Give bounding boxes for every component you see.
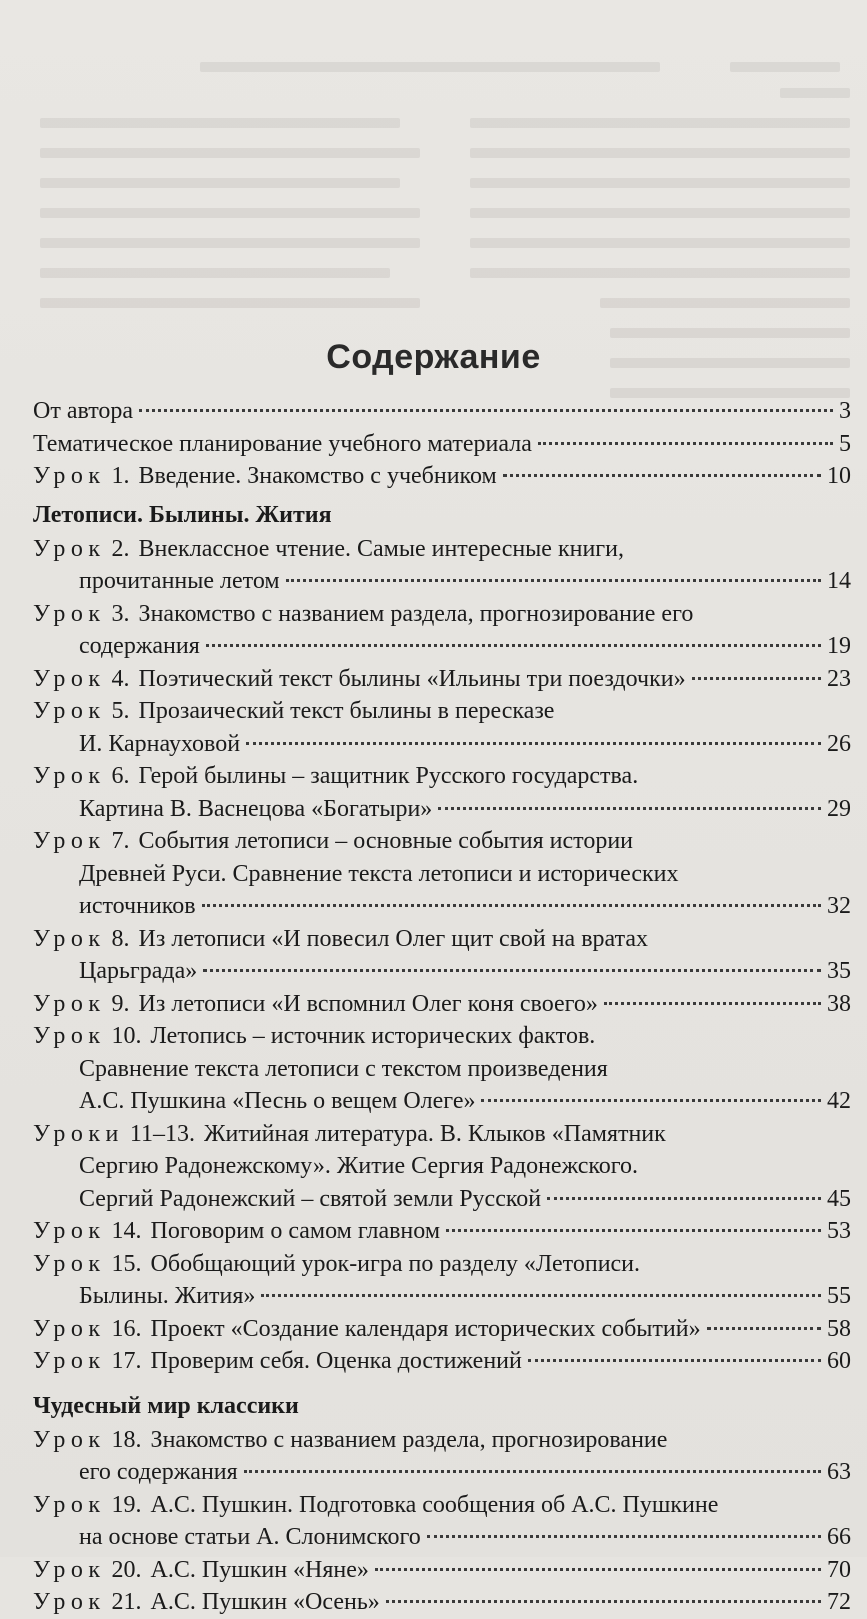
entry-title: Прозаический текст былины в пересказе — [138, 698, 555, 724]
lesson-label: Урок — [33, 1218, 106, 1244]
lesson-number: 15. — [111, 1250, 142, 1277]
page-number: 58 — [827, 1315, 851, 1342]
dot-leader — [692, 677, 821, 680]
toc-entry — [33, 825, 851, 858]
entry-title: Летопись – источник исторических фактов. — [150, 1023, 596, 1049]
dot-leader — [427, 1535, 821, 1538]
entry-title: Герой былины – защитник Русского государства. — [138, 763, 639, 789]
dot-leader — [707, 1327, 821, 1330]
toc-entry — [33, 1554, 851, 1587]
dot-leader — [538, 442, 833, 445]
toc-entry — [33, 695, 851, 728]
page-number: 70 — [827, 1556, 851, 1583]
toc-entry-continuation — [33, 565, 851, 598]
dot-leader — [528, 1359, 821, 1362]
dot-leader — [139, 409, 833, 412]
lesson-number: 4. — [111, 665, 130, 692]
entry-title: Тематическое планирование учебного материала — [33, 430, 532, 457]
dot-leader — [261, 1294, 821, 1297]
dot-leader — [246, 742, 821, 745]
dot-leader — [547, 1197, 821, 1200]
dot-leader — [446, 1229, 821, 1232]
toc-entry — [33, 1345, 851, 1378]
lesson-number: 6. — [111, 763, 130, 789]
entry-title: А.С. Пушкин «Осень» — [150, 1589, 380, 1615]
toc-entry-continuation — [33, 728, 851, 761]
lesson-label: Урок — [33, 1023, 106, 1049]
lesson-label: Урок — [33, 463, 106, 489]
page-number: 23 — [827, 665, 851, 692]
entry-title: на основе статьи А. Слонимского — [79, 1524, 421, 1550]
page-number: 35 — [827, 958, 851, 984]
lesson-number: 5. — [111, 698, 130, 724]
toc-entry — [33, 428, 851, 461]
section-heading: Чудесный мир классики — [33, 1392, 299, 1419]
toc-entry — [33, 1215, 851, 1248]
page-title: Содержание — [326, 338, 541, 376]
toc-entry — [33, 1489, 851, 1522]
lesson-label: Урок — [33, 828, 106, 854]
entry-title: прочитанные летом — [79, 568, 280, 594]
dot-leader — [438, 807, 821, 810]
entry-title: А.С. Пушкин. Подготовка сообщения об А.С. Пушкине — [150, 1491, 719, 1518]
entry-title: И. Карнауховой — [79, 730, 241, 757]
lesson-number: 1. — [111, 463, 130, 489]
entry-title: его содержания — [79, 1459, 238, 1485]
entry-title: Сергий Радонежский – святой земли Русской — [79, 1185, 542, 1212]
toc-entry — [33, 1424, 851, 1457]
entry-title: Внеклассное чтение. Самые интересные книги, — [138, 535, 624, 562]
toc-entry — [33, 1118, 851, 1151]
lesson-number: 17. — [111, 1348, 142, 1374]
toc-entry — [33, 598, 851, 631]
toc-entry-continuation — [33, 1085, 851, 1118]
lesson-number: 20. — [111, 1556, 142, 1583]
page-number: 3 — [839, 398, 851, 424]
dot-leader — [286, 579, 821, 582]
entry-title: Из летописи «И вспомнил Олег коня своего» — [138, 990, 598, 1017]
lesson-label: Урок — [33, 1250, 106, 1277]
lesson-label: Урок — [33, 665, 106, 692]
toc-entry — [33, 760, 851, 793]
lesson-label: Урок — [33, 1491, 106, 1518]
page-number: 26 — [827, 730, 851, 757]
toc-entry-continuation — [33, 1280, 851, 1313]
toc-entry-continuation — [33, 858, 851, 891]
entry-title: Из летописи «И повесил Олег щит свой на вратах — [138, 925, 649, 952]
entry-title: События летописи – основные события истории — [138, 828, 634, 854]
toc-entry-continuation — [33, 1183, 851, 1216]
entry-title: Обобщающий урок-игра по разделу «Летописи. — [150, 1250, 641, 1277]
entry-title: Проект «Создание календаря исторических событий» — [150, 1315, 701, 1342]
lesson-number: 2. — [111, 535, 130, 562]
lesson-number: 21. — [111, 1589, 142, 1615]
toc-entry — [33, 460, 851, 493]
lesson-label: Урок — [33, 1348, 106, 1374]
dot-leader — [386, 1600, 821, 1603]
lesson-number: 16. — [111, 1315, 142, 1342]
lesson-number: 14. — [111, 1218, 142, 1244]
toc-entry — [33, 923, 851, 956]
toc-entry — [33, 988, 851, 1021]
toc-entry-continuation — [33, 890, 851, 923]
page-number: 45 — [827, 1185, 851, 1212]
entry-title: Царьграда» — [79, 958, 198, 984]
toc-entry-continuation — [33, 793, 851, 826]
lesson-label: Урок — [33, 1426, 106, 1453]
entry-title: источников — [79, 893, 196, 919]
toc-entry — [33, 395, 851, 428]
lesson-label: Урок — [33, 698, 106, 724]
lesson-number: 18. — [111, 1426, 142, 1453]
lesson-number: 9. — [111, 990, 130, 1017]
page-number: 29 — [827, 795, 851, 822]
toc-entry-continuation — [33, 955, 851, 988]
entry-title: А.С. Пушкина «Песнь о вещем Олеге» — [79, 1088, 476, 1114]
page-number: 5 — [839, 430, 851, 457]
dot-leader — [481, 1099, 821, 1102]
page-number: 42 — [827, 1088, 851, 1114]
entry-title: Знакомство с названием раздела, прогнозирование — [150, 1426, 668, 1453]
toc-entry — [33, 533, 851, 566]
entry-title: Сергию Радонежскому». Житие Сергия Радонежского. — [79, 1153, 639, 1179]
lesson-label: Урок — [33, 1556, 106, 1583]
page-number: 10 — [827, 463, 851, 489]
lesson-number: 19. — [111, 1491, 142, 1518]
entry-title: Поговорим о самом главном — [150, 1218, 440, 1244]
entry-title: Былины. Жития» — [79, 1283, 256, 1309]
toc-entry-continuation — [33, 1150, 851, 1183]
entry-title: Сравнение текста летописи с текстом произведения — [79, 1055, 608, 1082]
lesson-label: Урок — [33, 535, 106, 562]
entry-title: Картина В. Васнецова «Богатыри» — [79, 795, 433, 822]
page-number: 53 — [827, 1218, 851, 1244]
lesson-number: 11–13. — [129, 1120, 195, 1147]
page-number: 72 — [827, 1589, 851, 1615]
toc-entry — [33, 1020, 851, 1053]
dot-leader — [206, 644, 821, 647]
toc-entry-continuation — [33, 1456, 851, 1489]
table-of-contents — [33, 395, 851, 1619]
toc-entry-continuation — [33, 1521, 851, 1554]
page-number: 38 — [827, 990, 851, 1017]
toc-entry-continuation — [33, 1053, 851, 1086]
dot-leader — [203, 969, 821, 972]
entry-title: Древней Руси. Сравнение текста летописи и исторических — [79, 860, 679, 887]
section-heading: Летописи. Былины. Жития — [33, 501, 332, 528]
dot-leader — [202, 904, 821, 907]
toc-entry — [33, 1248, 851, 1281]
toc-entry — [33, 1586, 851, 1619]
dot-leader — [503, 474, 821, 477]
lesson-number: 8. — [111, 925, 130, 952]
page-number: 66 — [827, 1524, 851, 1550]
lesson-label: Уроки — [33, 1120, 124, 1147]
entry-title: Знакомство с названием раздела, прогнозирование его — [138, 600, 694, 627]
lesson-number: 3. — [111, 600, 130, 627]
dot-leader — [375, 1568, 821, 1571]
entry-title: Проверим себя. Оценка достижений — [150, 1348, 522, 1374]
entry-title: А.С. Пушкин «Няне» — [150, 1556, 369, 1583]
entry-title: От автора — [33, 398, 134, 424]
entry-title: Введение. Знакомство с учебником — [138, 463, 497, 489]
toc-entry — [33, 1313, 851, 1346]
entry-title: Поэтический текст былины «Ильины три поездочки» — [138, 665, 686, 692]
toc-entry-continuation — [33, 630, 851, 663]
entry-title: Житийная литература. В. Клыков «Памятник — [204, 1120, 666, 1147]
dot-leader — [604, 1002, 821, 1005]
page-number: 19 — [827, 633, 851, 659]
lesson-label: Урок — [33, 763, 106, 789]
dot-leader — [244, 1470, 821, 1473]
lesson-number: 7. — [111, 828, 130, 854]
entry-title: содержания — [79, 633, 200, 659]
page-number: 60 — [827, 1348, 851, 1374]
page-number: 14 — [827, 568, 851, 594]
lesson-label: Урок — [33, 600, 106, 627]
lesson-label: Урок — [33, 925, 106, 952]
lesson-number: 10. — [111, 1023, 142, 1049]
toc-entry — [33, 663, 851, 696]
lesson-label: Урок — [33, 1589, 106, 1615]
page-number: 32 — [827, 893, 851, 919]
page-number: 55 — [827, 1283, 851, 1309]
page-number: 63 — [827, 1459, 851, 1485]
lesson-label: Урок — [33, 990, 106, 1017]
lesson-label: Урок — [33, 1315, 106, 1342]
